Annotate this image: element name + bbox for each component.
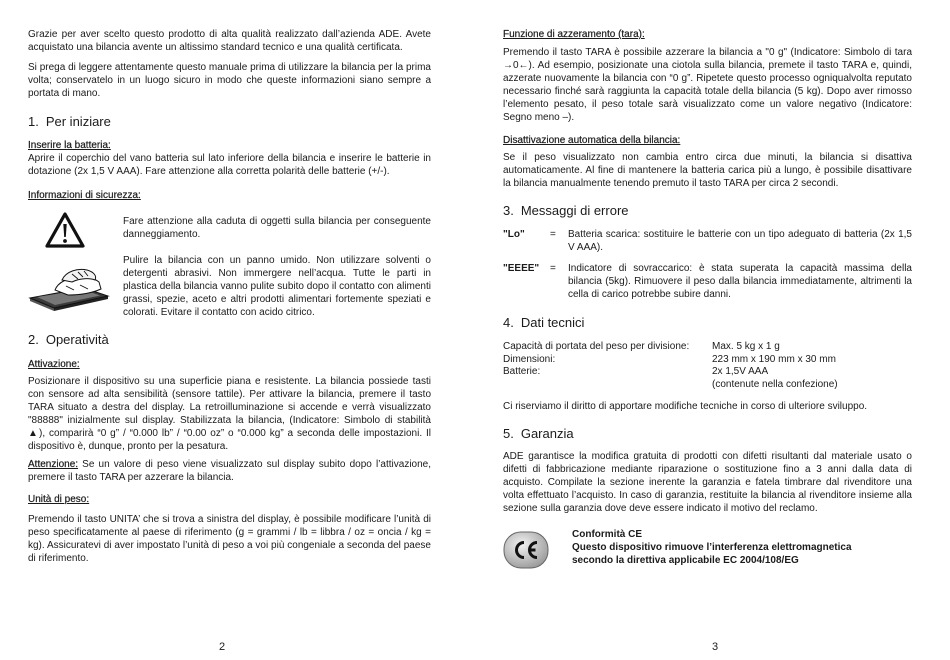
activation-subheading: Attivazione: [28, 359, 80, 370]
unit-text: Premendo il tasto UNITA’ che si trova a sinistra del display, è possibile modificare l’unità di peso specificatamente al paese di riferimento (g = grammi / lb = libbra / oz = oncia / kg = kg). Assicuratevi di aver impostato l’unità di peso a voi più congeniale a seconda del paese di riferimento. [28, 514, 431, 564]
spec-label: Dimensioni: [503, 353, 556, 365]
activation-text: Posizionare il dispositivo su una superficie piana e resistente. La bilancia possiede tasti con sensore ad alta sensibilità (sensore tattile). Per attivare la bilancia, premere il tasto TARA situato a destra del display. La retroilluminazione si accende e verrà visualizzato "88888" inizialmente sul display. Stabilizzata la bilancia, (Indicatore: Simbolo di stabilità ▲), comparirà “0 g” / “0.000 lb” / “0.00 oz” o “0.000 kg” a seconda delle impostazioni. Il dispositivo è, dunque, pronto per la pesatura. [28, 376, 431, 452]
auto-off-subheading: Disattivazione automatica della bilancia: [503, 135, 681, 146]
error-row [503, 262, 912, 301]
tare-subheading: Funzione di azzeramento (tara): [503, 29, 645, 40]
spec-value: Max. 5 kg x 1 g [712, 341, 780, 352]
safety-icon-cell [28, 211, 123, 251]
intro-paragraph: Si prega di leggere attentamente questo manuale prima di utilizzare la bilancia per la prima volta; conservatelo in un luogo sicuro in modo che queste informazioni siano sempre a portata di mano. [28, 62, 431, 99]
error-code: "Lo" [503, 229, 525, 240]
error-description: Indicatore di sovraccarico: è stata superata la capacità massima della bilancia (5kg). Rimuovere il peso dalla bilancia immediatamente, altrimenti la cella di carico potrebbe subire danni. [568, 263, 912, 300]
page-number: 2 [219, 641, 226, 653]
auto-off-text: Se il peso visualizzato non cambia entro circa due minuti, la bilancia si disattiva automaticamente. Al fine di mantenere la batteria carica più a lungo, è possibile disattivare la bilancia manualmente tenendo premuto il tasto TARA per circa 2 secondi. [503, 152, 912, 189]
equals-sign: = [550, 229, 556, 240]
section-number: 4. [503, 315, 514, 330]
attention-text: Se un valore di peso viene visualizzato sul display subito dopo l’attivazione, premere il tasto TARA per azzerare la bilancia. [28, 459, 431, 483]
ce-conformity-block [503, 528, 912, 569]
ce-line: secondo la direttiva applicabile EC 2004/108/EG [572, 555, 799, 566]
unit-subheading: Unità di peso: [28, 494, 90, 505]
section-number: 3. [503, 203, 514, 218]
section-heading-dati-tecnici [503, 315, 912, 331]
safety-item-cleaning [28, 254, 431, 319]
safety-text: Fare attenzione alla caduta di oggetti sulla bilancia per conseguente danneggiamento. [123, 216, 431, 240]
section-number: 2. [28, 332, 39, 347]
scale-cleaning-icon [28, 266, 110, 312]
section-heading-operativita [28, 332, 431, 348]
tare-text: Premendo il tasto TARA è possibile azzerare la bilancia a "0 g" (Indicatore: Simbolo di tara →0←). Ad esempio, posizionate una ciotola sulla bilancia, premete il tasto TARA e, quindi, azzerate nuovamente la bilancia con “0 g”. Ripetete questo processo ogniqualvolta reputato necessario finché sarà raggiunta la capacità totale della bilancia (5 kg). Dopo aver rimosso l’elemento pesato, il peso totale sarà visualizzato come un valore negativo (Indicatore: Segno meno –). [503, 47, 912, 123]
spec-value: 2x 1,5V AAA [712, 366, 769, 377]
page-number: 3 [712, 641, 719, 653]
battery-subheading: Inserire la batteria: [28, 140, 111, 151]
section-number: 1. [28, 114, 39, 129]
section-title: Dati tecnici [520, 315, 585, 330]
safety-text: Pulire la bilancia con un panno umido. Non utilizzare solventi o detergenti abrasivi. Non immergere nell’acqua. Tutte le parti in plastica della bilancia vanno pulite subito dopo il contatto con alimenti grassi, spezie, aceto e altri prodotti alimentari fortemente speziati e colorati. Evitare il contatto con acido citrico. [123, 255, 431, 318]
spec-value: (contenute nella confezione) [712, 378, 838, 390]
safety-subheading: Informazioni di sicurezza: [28, 190, 141, 201]
intro-paragraph: Grazie per aver scelto questo prodotto di alta qualità realizzato dall’azienda ADE. Avete acquistato una bilancia avente un altissimo standard tecnico e una qualità certificata. [28, 29, 431, 53]
battery-text: Aprire il coperchio del vano batteria sul lato inferiore della bilancia e inserire le batterie in dotazione (2x 1,5 V AAA). Fare attenzione alla corretta polarità delle batterie (+/-). [28, 153, 431, 177]
ce-mark-icon [503, 531, 549, 569]
safety-item-fall [28, 211, 431, 251]
spec-label: Capacità di portata del peso per divisione: [503, 341, 690, 352]
warning-triangle-icon [44, 211, 86, 251]
section-number: 5. [503, 426, 514, 441]
ce-text [572, 528, 852, 569]
warranty-text: ADE garantisce la modifica gratuita di prodotti con difetti risultanti dal materiale usato o difetti di fabbricazione mediante riparazione o sostituzione fino a 3 anni dalla data di acquisto. Compilate la sezione inerente la garanzia e fatela timbrare dal rivenditore una volta effettuato l’acquisto. In caso di garanzia, restituite la bilancia al rivenditore insieme alla sezione sulla garanzia dove deve essere indicato il motivo del reclamo. [503, 451, 912, 514]
right-page [503, 28, 912, 569]
attention-label: Attenzione: [28, 459, 79, 470]
section-heading-messaggi-di-errore [503, 203, 912, 219]
error-description: Batteria scarica: sostituire le batterie con un tipo adeguato di batteria (2x 1,5 V AAA). [568, 229, 912, 253]
section-heading-garanzia [503, 426, 912, 442]
spec-label: Batterie: [503, 366, 541, 377]
section-title: Garanzia [520, 426, 574, 441]
error-row [503, 228, 912, 254]
section-title: Messaggi di errore [520, 203, 629, 218]
ce-title: Conformità CE [572, 529, 642, 540]
specs-table [503, 341, 912, 391]
safety-icon-cell [28, 254, 123, 319]
spec-value: 223 mm x 190 mm x 30 mm [712, 353, 836, 365]
spec-label [503, 379, 712, 392]
ce-line: Questo dispositivo rimuove l’interferenza elettromagnetica [572, 542, 852, 553]
specs-note: Ci riserviamo il diritto di apportare modifiche tecniche in corso di ulteriore sviluppo. [503, 401, 868, 412]
attention-note [28, 458, 431, 484]
section-heading-per-iniziare [28, 114, 431, 130]
equals-sign: = [550, 263, 556, 274]
section-title: Operatività [45, 332, 109, 347]
left-page [28, 28, 431, 565]
section-title: Per iniziare [45, 114, 111, 129]
error-code: "EEEE" [503, 263, 540, 274]
